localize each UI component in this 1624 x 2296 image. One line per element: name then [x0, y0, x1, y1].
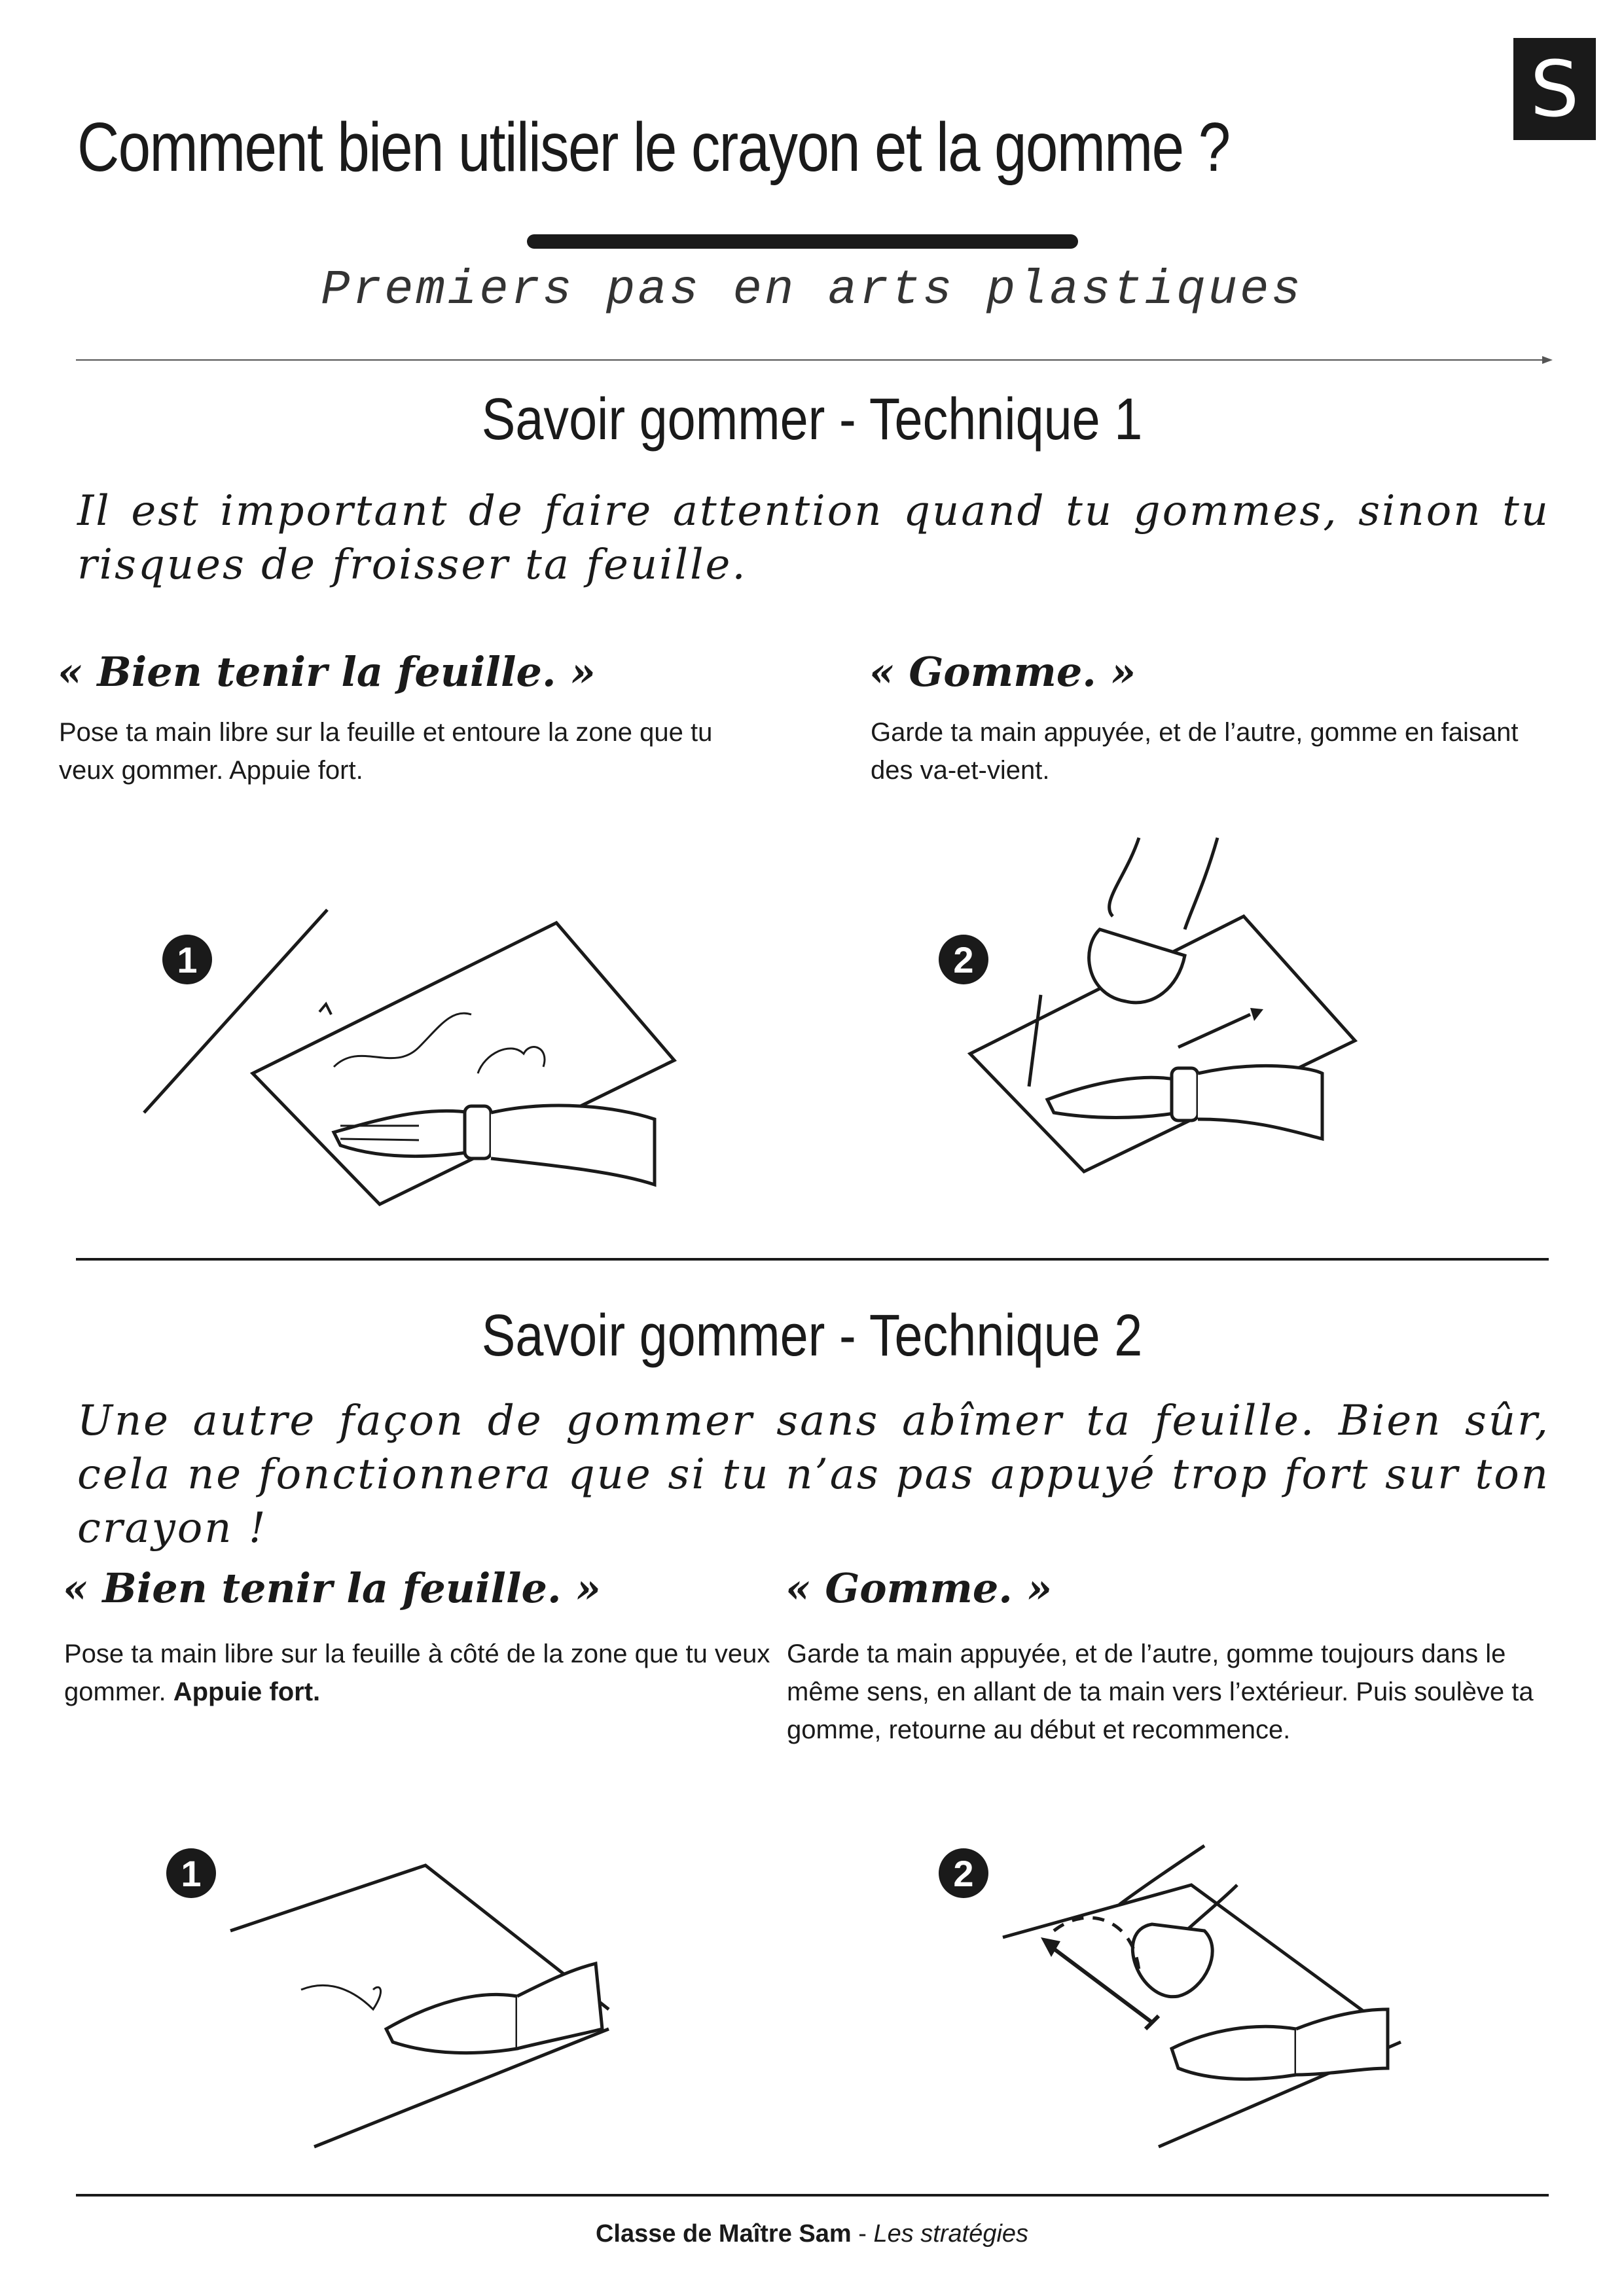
section2-intro: Une autre façon de gommer sans abîmer ta feuille. Bien sûr, cela ne fonctionnera que si tu n’as pas appuyé trop fort sur ton crayon ! — [77, 1397, 1550, 1552]
section1-step2-description: Garde ta main appuyée, et de l’autre, gomme en faisant des va-et-vient. — [871, 718, 1519, 785]
title-underline — [527, 234, 1078, 249]
illustration-hand-beside-zone — [151, 1833, 648, 2160]
page-subtitle: Premiers pas en arts plastiques — [321, 263, 1303, 318]
step-badge-1 — [166, 1848, 216, 1898]
description-emphasis: Appuie fort. — [173, 1677, 321, 1706]
badge-number: 1 — [177, 939, 198, 980]
section1-step1-title: « Bien tenir la feuille. » — [58, 648, 596, 696]
logo-badge: S — [1513, 38, 1596, 140]
step-badge-2 — [939, 1848, 988, 1898]
step-badge-2 — [939, 935, 988, 984]
footer-author: Classe de Maître Sam — [595, 2220, 852, 2248]
footer-divider — [76, 2194, 1549, 2197]
section1-step2-title: « Gomme. » — [869, 648, 1136, 696]
illustration-hand-holding-paper — [144, 910, 720, 1224]
section2-step1-title: « Bien tenir la feuille. » — [63, 1564, 601, 1612]
footer-series: Les stratégies — [873, 2220, 1029, 2248]
illustration-erasing-back-and-forth — [929, 838, 1388, 1230]
badge-number: 2 — [953, 939, 974, 980]
footer — [0, 2220, 1624, 2248]
description-text: Pose ta main libre sur la feuille à côté de la zone que tu veux gommer. — [64, 1640, 770, 1706]
section2-step1-description — [64, 1635, 771, 1711]
step-badge-1 — [162, 935, 212, 984]
badge-number: 2 — [953, 1853, 974, 1894]
page-title: Comment bien utiliser le crayon et la gomme ? — [77, 109, 1230, 186]
section2-step2-title: « Gomme. » — [785, 1564, 1053, 1612]
section-divider — [76, 1258, 1549, 1261]
section2-step2-description: Garde ta main appuyée, et de l’autre, gomme toujours dans le même sens, en allant de ta main vers l’extérieur. Puis soulève ta gomme, retourne au début et recommence. — [787, 1640, 1534, 1744]
footer-separator: - — [851, 2220, 874, 2248]
arrow-divider — [76, 353, 1555, 367]
section2-title: Savoir gommer - Technique 2 — [481, 1303, 1143, 1369]
illustration-erasing-one-direction — [929, 1833, 1401, 2160]
section1-title: Savoir gommer - Technique 1 — [481, 387, 1143, 452]
section1-intro: Il est important de faire attention quand tu gommes, sinon tu risques de froisser ta feuille. — [77, 487, 1550, 589]
badge-number: 1 — [181, 1853, 202, 1894]
section1-step1-description: Pose ta main libre sur la feuille et entoure la zone que tu veux gommer. Appuie fort. — [59, 718, 713, 785]
